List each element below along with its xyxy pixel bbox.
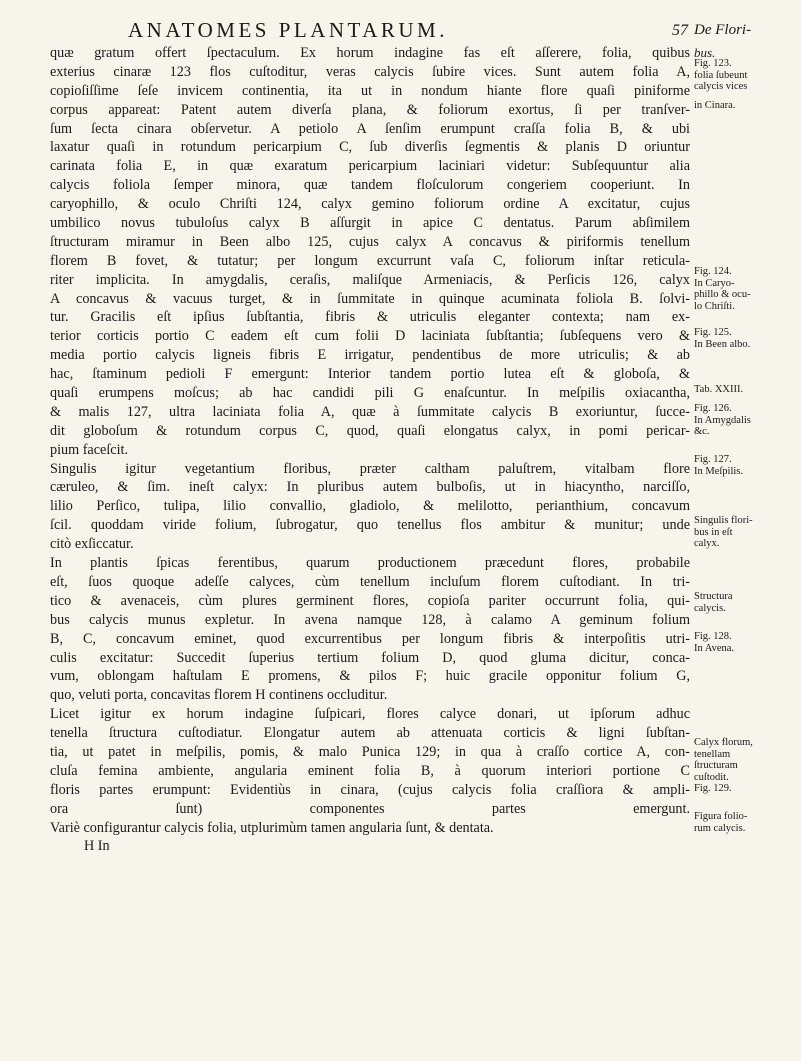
text-line: copioſiſſime ſeſe invicem continentia, ita ut in nondum hiante flore quaſi piniforme bbox=[50, 82, 690, 99]
text-line: riter implicita. In amygdalis, ceraſis, maliſque Armeniacis, & Perſicis 126, calyx bbox=[50, 271, 690, 288]
text-line: vum, oblongam haſtulam E promens, & pilos F; huic gracile opponitur folium G, bbox=[50, 668, 690, 685]
margin-note: Figura folio- bbox=[694, 811, 748, 822]
margin-note: Fig. 126. bbox=[694, 403, 732, 414]
page-number: 57 bbox=[672, 22, 688, 39]
text-line: H In bbox=[84, 838, 110, 855]
main-text bbox=[50, 44, 690, 856]
margin-note: Tab. XXIII. bbox=[694, 384, 744, 395]
text-line: tia, ut patet in meſpilis, pomis, & malo Punica 129; in qua à craſſo cortice A, con- bbox=[50, 743, 690, 760]
text-line: corpus appareat: Patent autem diverſa plana, & foliorum exortus, ſi per tranſver- bbox=[50, 101, 690, 118]
text-line: A concavus & vacuus turget, & in ſummitate in quinque acuminata foliola B. ſolvi- bbox=[50, 290, 690, 307]
margin-note: In Meſpilis. bbox=[694, 465, 743, 477]
margin-note: bus in eſt bbox=[694, 526, 733, 538]
text-line: lilio Perſico, tulipa, lilio convallio, gladiolo, & melilotto, perianthium, concavum bbox=[50, 498, 690, 515]
text-line: floris partes erumpunt: Evidentiùs in cinara, (cujus calycis folia craſſiora & ampli- bbox=[50, 781, 690, 798]
margin-note: lo Chriſti. bbox=[694, 300, 735, 312]
text-line: exterius cinaræ 123 flos cuſtoditur, veras calycis ſubire vices. Sunt autem folia A, bbox=[50, 63, 690, 80]
text-line: hac, ſtaminum pedioli F emergunt: Interior tandem portio lutea eſt & globoſa, & bbox=[50, 366, 690, 383]
text-line: tico & avenaceis, cùm plures germinent flores, copioſa pariter occurrunt folia, qui- bbox=[50, 592, 690, 609]
margin-note: calyx. bbox=[694, 538, 720, 549]
text-line: quo, veluti porta, concavitas florem H continens occluditur. bbox=[50, 687, 388, 704]
text-line: dit globoſum & rotundum corpus C, quod, quaſi elongatus calyx, in pomi pericar- bbox=[50, 422, 690, 439]
text-line: culis excitatur: Succedit ſuperius tertium folium D, quod gluma dicitur, conca- bbox=[50, 649, 690, 666]
margin-note: In Amygdalis bbox=[694, 414, 751, 426]
margin-note: In Caryo- bbox=[694, 277, 735, 289]
margin-note: rum calycis. bbox=[694, 822, 746, 834]
margin-note: cuſtodit. bbox=[694, 771, 729, 783]
text-line: Variè configurantur calycis folia, utplurimùm tamen angularia ſunt, & dentata. bbox=[50, 819, 494, 836]
text-line: pium faceſcit. bbox=[50, 441, 128, 458]
margin-note: phillo & ocu- bbox=[694, 289, 751, 300]
text-line: citò exſiccatur. bbox=[50, 536, 134, 553]
text-line: cluſa femina ambiente, angularia eminent folia B, à quorum interiori portione C bbox=[50, 762, 690, 779]
text-line: Singulis igitur vegetantium floribus, præter caltham paluſtrem, vitalbam flore bbox=[50, 460, 690, 477]
text-line: laxatur quaſi in rotundum pericarpium C, ſub diverſis ſegmentis & planis D oriuntur bbox=[50, 139, 690, 156]
margin-note: Structura bbox=[694, 591, 733, 602]
margin-note: Fig. 128. bbox=[694, 631, 732, 642]
text-line: cæruleo, & ſim. ineſt calyx: In pluribus autem bulboſis, ut in hiacyntho, narciſſo, bbox=[50, 479, 690, 496]
margin-note: Singulis flori- bbox=[694, 515, 753, 526]
margin-note: Fig. 125. bbox=[694, 327, 732, 338]
text-line: tur. Gracilis eſt ipſius ſubſtantia, fibris & utriculis eleganter contexta; nam ex- bbox=[50, 309, 690, 326]
text-line: ora ſunt) componentes partes emergunt. bbox=[50, 800, 690, 817]
margin-note: &c. bbox=[694, 426, 710, 437]
text-line: In plantis ſpicas ferentibus, quarum productionem præcedunt flores, probabile bbox=[50, 555, 690, 572]
margin-note: Fig. 129. bbox=[694, 783, 732, 794]
margin-note: ſtructuram bbox=[694, 760, 738, 771]
text-line: B, C, concavum eminet, quod excurrentibus per longum fibris & interpoſitis utri- bbox=[50, 630, 690, 647]
running-title: ANATOMES PLANTARUM. bbox=[128, 18, 448, 42]
margin-note: in Cinara. bbox=[694, 100, 736, 111]
margin-note: folia ſubeunt bbox=[694, 69, 748, 81]
text-line: quæ gratum offert ſpectaculum. Ex horum indagine fas eſt aſſerere, folia, quibus bbox=[50, 45, 690, 61]
text-line: carinata folia E, in quæ exaratum pericarpium laciniari videtur: Subſequuntur alia bbox=[50, 158, 690, 175]
text-line: eſt, ſuos quoque adeſſe calyces, cùm tenellum incluſum florem cuſtodiant. In tri- bbox=[50, 573, 690, 590]
margin-note: calycis. bbox=[694, 602, 726, 614]
margin-note: Calyx florum, bbox=[694, 737, 753, 748]
text-line: & malis 127, ultra laciniata folia A, quæ à ſummitate calycis B exoriuntur, ſucce- bbox=[50, 403, 690, 420]
text-line: umbilico novus tubuloſus calyx B aſſurgit in apice C dentatus. Parum abſimilem bbox=[50, 215, 690, 232]
running-head-continuation: bus. bbox=[694, 45, 716, 60]
text-line: ſum ſecta cinara obſervetur. A petiolo A ſenſim erumpunt craſſa folia B, & ubi bbox=[50, 120, 690, 137]
text-line: ſtructuram miramur in Been albo 125, cujus calyx A concavus & piriformis tenellum bbox=[50, 233, 690, 250]
margin-note: Fig. 123. bbox=[694, 58, 732, 69]
text-line: ſcil. quoddam viride folium, ſubrogatur, quo tenellus flos ambitur & munitur; unde bbox=[50, 517, 690, 534]
text-line: quaſi erumpens moſcus; ab hac candidi pili G enaſcuntur. In meſpilis oxiacantha, bbox=[50, 385, 690, 402]
text-line: media portio calycis ligneis fibris E irrigatur, pendentibus de more utriculis; & ab bbox=[50, 347, 690, 364]
text-line: terior corticis portio C eadem eſt cum folii D laciniata ſubſtantia; ſubſequens vero & bbox=[50, 328, 690, 345]
running-head: De Flori- bbox=[694, 22, 752, 38]
text-line: calycis foliola ſemper minora, quæ tandem floſculorum congeriem cooperiunt. In bbox=[50, 177, 690, 194]
margin-note: Fig. 127. bbox=[694, 454, 732, 465]
text-line: bus calycis munus expletur. In avena namque 128, à calamo A geminum folium bbox=[50, 611, 690, 628]
text-line: caryophillo, & oculo Chriſti 124, calyx gemino foliorum ordine A excitatur, cujus bbox=[50, 196, 690, 213]
margin-note: calycis vices bbox=[694, 81, 748, 92]
text-line: tenella ſtructura cuſtodiatur. Elongatur autem ab attenuata corticis & ligni ſubſtan- bbox=[50, 725, 690, 742]
margin-note: tenellam bbox=[694, 748, 731, 760]
text-line: florem B fovet, & tutatur; per longum excurrunt vaſa C, foliorum inſtar reticula- bbox=[50, 252, 690, 269]
margin-note: Fig. 124. bbox=[694, 266, 732, 277]
margin-note: In Been albo. bbox=[694, 338, 751, 350]
margin-note: In Avena. bbox=[694, 642, 735, 654]
text-line: Licet igitur ex horum indagine ſuſpicari, flores calyce donari, ut ipſorum adhuc bbox=[50, 706, 690, 723]
